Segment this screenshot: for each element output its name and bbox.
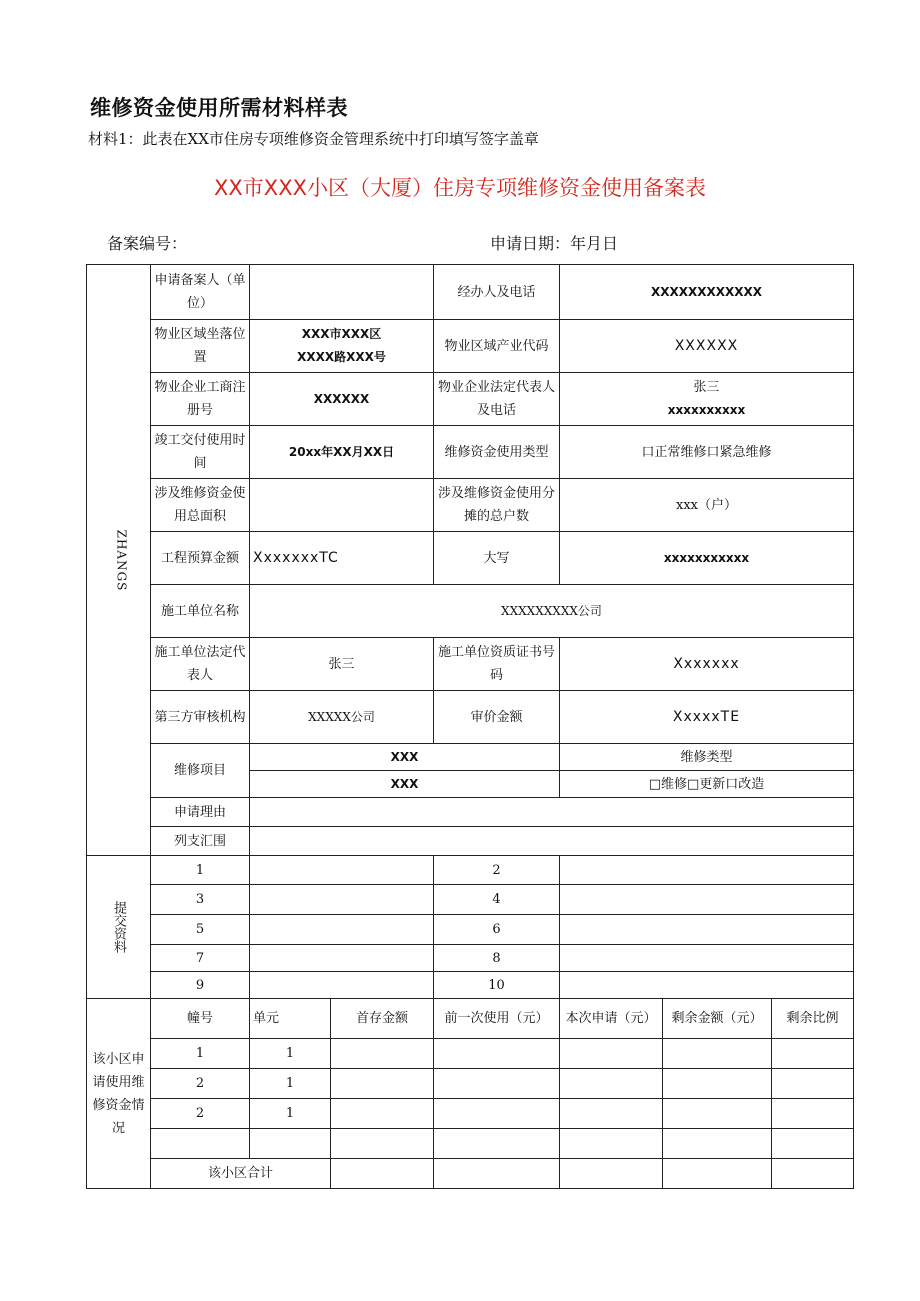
submit-item-value[interactable]: [250, 972, 434, 999]
audit-amount-value[interactable]: XxxxxTE: [560, 691, 854, 744]
contractor-rep-label: 施工单位法定代表人: [151, 638, 250, 691]
project-row1-value[interactable]: XXX: [250, 744, 560, 771]
location-value[interactable]: [250, 320, 434, 373]
usage-cell[interactable]: [772, 1099, 854, 1129]
submit-item-value[interactable]: [560, 885, 854, 915]
property-code-label: 物业区域产业代码: [434, 320, 560, 373]
apply-date-label: 申请日期：年月日: [490, 234, 619, 253]
repair-type-value[interactable]: □维修□更新口改造: [560, 771, 854, 798]
reason-value[interactable]: [250, 798, 854, 827]
usage-cell[interactable]: [772, 1039, 854, 1069]
usage-header-current: 本次申请（元）: [560, 999, 663, 1039]
submit-item-value[interactable]: [560, 915, 854, 945]
usage-header-previous: 前一次使用（元）: [434, 999, 560, 1039]
usage-cell[interactable]: [250, 1129, 331, 1159]
applicant-value[interactable]: [250, 265, 434, 320]
capital-value[interactable]: xxxxxxxxxxx: [560, 532, 854, 585]
usage-row: [87, 1129, 854, 1159]
submit-item-no: 8: [434, 945, 560, 972]
usage-row: [87, 1069, 854, 1099]
submit-item-value[interactable]: [250, 945, 434, 972]
page-heading: 维修资金使用所需材料样表: [90, 96, 348, 120]
submit-item-value[interactable]: [250, 915, 434, 945]
budget-value[interactable]: XxxxxxxTC: [250, 532, 434, 585]
usage-cell[interactable]: [331, 1069, 434, 1099]
usage-cell[interactable]: 2: [151, 1069, 250, 1099]
submit-item-no: 4: [434, 885, 560, 915]
usage-cell[interactable]: [434, 1129, 560, 1159]
submit-item-no: 9: [151, 972, 250, 999]
reg-no-value[interactable]: XXXXXX: [250, 373, 434, 426]
project-label: 维修项目: [151, 744, 250, 798]
completion-label: 竣工交付使用时间: [151, 426, 250, 479]
reg-no-label: 物业企业工商注册号: [151, 373, 250, 426]
material-subtitle: 材料1：此表在XX市住房专项维修资金管理系统中打印填写签字盖章: [88, 130, 539, 148]
usage-cell[interactable]: [151, 1129, 250, 1159]
usage-cell[interactable]: [663, 1129, 772, 1159]
submit-item-no: 5: [151, 915, 250, 945]
usage-total-cell[interactable]: [434, 1159, 560, 1189]
usage-total-cell[interactable]: [772, 1159, 854, 1189]
usage-header-building: 幢号: [151, 999, 250, 1039]
location-label: 物业区域坐落位置: [151, 320, 250, 373]
submit-item-no: 7: [151, 945, 250, 972]
usage-header-remaining: 剩余金额（元）: [663, 999, 772, 1039]
usage-cell[interactable]: [560, 1069, 663, 1099]
cert-label: 施工单位资质证书号码: [434, 638, 560, 691]
submit-item-no: 10: [434, 972, 560, 999]
submit-item-value[interactable]: [560, 972, 854, 999]
households-value[interactable]: xxx（户）: [560, 479, 854, 532]
applicant-label: 申请备案人（单位）: [151, 265, 250, 320]
usage-cell[interactable]: [331, 1129, 434, 1159]
legal-rep-value[interactable]: [560, 373, 854, 426]
usage-cell[interactable]: [560, 1129, 663, 1159]
usage-cell[interactable]: [772, 1069, 854, 1099]
record-number-label: 备案编号：: [107, 234, 188, 253]
usage-cell[interactable]: 1: [250, 1039, 331, 1069]
usage-total-cell[interactable]: [331, 1159, 434, 1189]
submit-item-no: 3: [151, 885, 250, 915]
capital-label: 大写: [434, 532, 560, 585]
section-label-zhangs: ZHANGS: [87, 265, 151, 856]
budget-label: 工程预算金额: [151, 532, 250, 585]
usage-cell[interactable]: 1: [250, 1099, 331, 1129]
usage-section-label: 该小区申请使用维修资金情况: [87, 999, 151, 1189]
usage-cell[interactable]: [434, 1039, 560, 1069]
usage-total-cell[interactable]: [663, 1159, 772, 1189]
fund-type-value[interactable]: 口正常维修口紧急维修: [560, 426, 854, 479]
auditor-value[interactable]: XXXXX公司: [250, 691, 434, 744]
usage-cell[interactable]: [331, 1039, 434, 1069]
completion-value[interactable]: 20xx年XX月XX日: [250, 426, 434, 479]
submit-item-no: 2: [434, 856, 560, 885]
property-code-value[interactable]: XXXXXX: [560, 320, 854, 373]
summary-value[interactable]: [250, 827, 854, 856]
submit-item-value[interactable]: [560, 856, 854, 885]
reason-label: 申请理由: [151, 798, 250, 827]
usage-cell[interactable]: [663, 1099, 772, 1129]
handler-label: 经办人及电话: [434, 265, 560, 320]
cert-value[interactable]: Xxxxxxx: [560, 638, 854, 691]
usage-total-label: 该小区合计: [151, 1159, 331, 1189]
submit-item-value[interactable]: [560, 945, 854, 972]
fund-type-label: 维修资金使用类型: [434, 426, 560, 479]
record-form-table: [86, 264, 854, 1189]
submit-section-label: 提交资料: [87, 856, 151, 999]
location-line1: XXX市XXX区: [301, 327, 382, 341]
auditor-label: 第三方审核机构: [151, 691, 250, 744]
contractor-value[interactable]: XXXXXXXXX公司: [250, 585, 854, 638]
usage-cell[interactable]: 1: [250, 1069, 331, 1099]
usage-cell[interactable]: [772, 1129, 854, 1159]
legal-rep-name: 张三: [693, 380, 720, 395]
audit-amount-label: 审价金额: [434, 691, 560, 744]
usage-row: [87, 1039, 854, 1069]
summary-label: 列支汇围: [151, 827, 250, 856]
usage-header-initial: 首存金额: [331, 999, 434, 1039]
usage-cell[interactable]: [434, 1069, 560, 1099]
usage-cell[interactable]: [560, 1099, 663, 1129]
usage-cell[interactable]: [331, 1099, 434, 1129]
contractor-label: 施工单位名称: [151, 585, 250, 638]
usage-row: [87, 1099, 854, 1129]
usage-cell[interactable]: 2: [151, 1099, 250, 1129]
contractor-rep-value[interactable]: 张三: [250, 638, 434, 691]
submit-item-no: 6: [434, 915, 560, 945]
submit-item-value[interactable]: [250, 885, 434, 915]
usage-cell[interactable]: [663, 1069, 772, 1099]
usage-cell[interactable]: [663, 1039, 772, 1069]
handler-value[interactable]: XXXXXXXXXXXX: [560, 265, 854, 320]
repair-type-label: 维修类型: [560, 744, 854, 771]
submit-item-no: 1: [151, 856, 250, 885]
location-line2: XXXX路XXX号: [297, 350, 386, 364]
legal-rep-phone: xxxxxxxxxx: [667, 403, 746, 417]
usage-cell[interactable]: 1: [151, 1039, 250, 1069]
area-value[interactable]: [250, 479, 434, 532]
households-label: 涉及维修资金使用分摊的总户数: [434, 479, 560, 532]
usage-total-cell[interactable]: [560, 1159, 663, 1189]
form-title: XX市XXX小区（大厦）住房专项维修资金使用备案表: [214, 176, 706, 200]
usage-cell[interactable]: [560, 1039, 663, 1069]
area-label: 涉及维修资金使用总面积: [151, 479, 250, 532]
legal-rep-label: 物业企业法定代表人及电话: [434, 373, 560, 426]
usage-header-ratio: 剩余比例: [772, 999, 854, 1039]
submit-item-value[interactable]: [250, 856, 434, 885]
usage-header-unit: 单元: [250, 999, 331, 1039]
project-row2-value[interactable]: XXX: [250, 771, 560, 798]
usage-cell[interactable]: [434, 1099, 560, 1129]
